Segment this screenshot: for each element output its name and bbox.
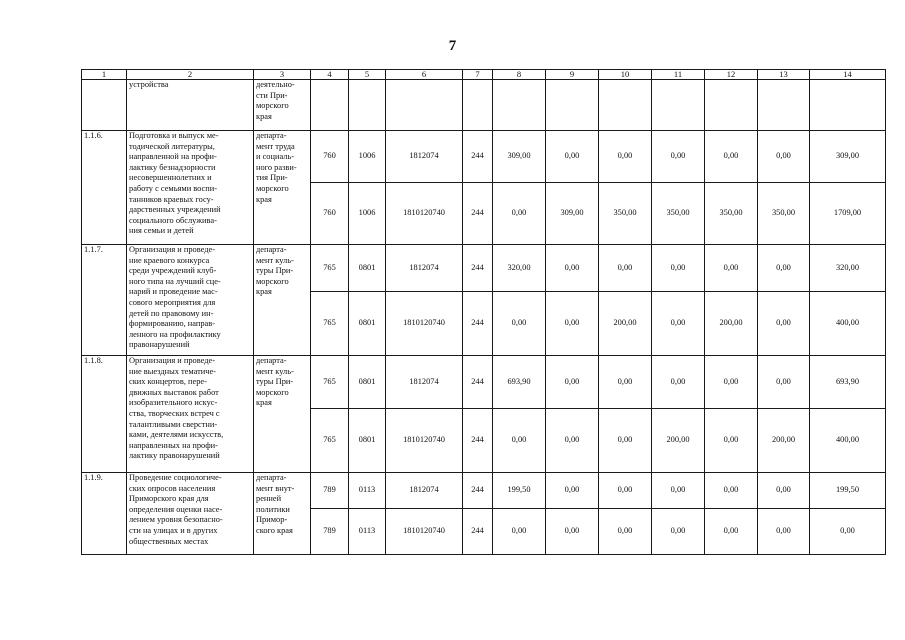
value-cell: 693,90 xyxy=(810,356,886,409)
value-cell: 1812074 xyxy=(386,245,463,292)
value-cell: 244 xyxy=(463,509,493,555)
value-cell: 309,00 xyxy=(546,183,599,245)
value-cell: 0801 xyxy=(349,292,386,356)
value-cell: 0,00 xyxy=(652,245,705,292)
activity-name-cell: Подготовка и выпуск ме- тодической литературы, направленной на профи- лактику безнадзорности несовершеннолетних и работу с семьями воспи- танников краевых госу- дарственных учреждений социального обслужива- ния семьи и детей xyxy=(127,131,254,245)
value-cell: 0,00 xyxy=(546,292,599,356)
value-cell: 0,00 xyxy=(546,131,599,183)
value-cell: 0113 xyxy=(349,509,386,555)
value-cell: 0,00 xyxy=(599,245,652,292)
value-cell: 0801 xyxy=(349,245,386,292)
empty-cell xyxy=(599,80,652,131)
value-cell: 0,00 xyxy=(705,356,758,409)
column-number-row xyxy=(82,70,886,80)
empty-cell xyxy=(386,80,463,131)
value-cell: 1709,00 xyxy=(810,183,886,245)
value-cell: 1810120740 xyxy=(386,509,463,555)
column-header: 10 xyxy=(599,70,652,80)
program-budget-table xyxy=(81,69,886,555)
continuation-row xyxy=(82,80,886,131)
value-cell: 765 xyxy=(311,245,349,292)
empty-cell xyxy=(546,80,599,131)
value-cell: 244 xyxy=(463,356,493,409)
value-cell: 400,00 xyxy=(810,292,886,356)
column-header: 9 xyxy=(546,70,599,80)
value-cell: 0,00 xyxy=(758,356,810,409)
value-cell: 0,00 xyxy=(652,131,705,183)
item-row xyxy=(82,245,886,292)
value-cell: 244 xyxy=(463,183,493,245)
value-cell: 309,00 xyxy=(493,131,546,183)
value-cell: 0,00 xyxy=(493,183,546,245)
value-cell: 0,00 xyxy=(546,245,599,292)
department-cell: департа- мент внут- ренней политики Примор- ского края xyxy=(254,473,311,555)
value-cell: 765 xyxy=(311,292,349,356)
department-cell: департа- мент куль- туры При- морского края xyxy=(254,356,311,473)
value-cell: 320,00 xyxy=(493,245,546,292)
column-header: 7 xyxy=(463,70,493,80)
value-cell: 1812074 xyxy=(386,356,463,409)
value-cell: 1006 xyxy=(349,131,386,183)
index-cell: 1.1.8. xyxy=(82,356,127,473)
value-cell: 0,00 xyxy=(493,409,546,473)
value-cell: 0,00 xyxy=(705,509,758,555)
value-cell: 320,00 xyxy=(810,245,886,292)
empty-cell xyxy=(705,80,758,131)
value-cell: 0,00 xyxy=(758,509,810,555)
value-cell: 0,00 xyxy=(705,409,758,473)
value-cell: 0,00 xyxy=(652,473,705,509)
value-cell: 0,00 xyxy=(705,131,758,183)
column-header: 14 xyxy=(810,70,886,80)
value-cell: 350,00 xyxy=(705,183,758,245)
value-cell: 0,00 xyxy=(705,245,758,292)
empty-cell xyxy=(652,80,705,131)
value-cell: 789 xyxy=(311,473,349,509)
value-cell: 0,00 xyxy=(599,473,652,509)
value-cell: 0,00 xyxy=(758,473,810,509)
value-cell: 0,00 xyxy=(652,292,705,356)
value-cell: 309,00 xyxy=(810,131,886,183)
value-cell: 0113 xyxy=(349,473,386,509)
value-cell: 760 xyxy=(311,131,349,183)
item-row xyxy=(82,131,886,183)
activity-name-cell: устройства xyxy=(127,80,254,131)
empty-cell xyxy=(463,80,493,131)
value-cell: 0801 xyxy=(349,409,386,473)
index-cell: 1.1.6. xyxy=(82,131,127,245)
column-header: 8 xyxy=(493,70,546,80)
value-cell: 0,00 xyxy=(652,509,705,555)
value-cell: 244 xyxy=(463,409,493,473)
column-header: 3 xyxy=(254,70,311,80)
column-header: 12 xyxy=(705,70,758,80)
empty-cell xyxy=(758,80,810,131)
column-header: 11 xyxy=(652,70,705,80)
value-cell: 0,00 xyxy=(810,509,886,555)
value-cell: 0,00 xyxy=(546,509,599,555)
empty-cell xyxy=(493,80,546,131)
value-cell: 1810120740 xyxy=(386,292,463,356)
value-cell: 200,00 xyxy=(758,409,810,473)
page-number: 7 xyxy=(448,38,457,54)
value-cell: 0,00 xyxy=(546,473,599,509)
value-cell: 400,00 xyxy=(810,409,886,473)
value-cell: 0,00 xyxy=(599,356,652,409)
value-cell: 350,00 xyxy=(758,183,810,245)
department-cell: департа- мент труда и социаль- ного разви- тия При- морского края xyxy=(254,131,311,245)
value-cell: 199,50 xyxy=(493,473,546,509)
value-cell: 789 xyxy=(311,509,349,555)
value-cell: 760 xyxy=(311,183,349,245)
column-header: 2 xyxy=(127,70,254,80)
value-cell: 1006 xyxy=(349,183,386,245)
value-cell: 244 xyxy=(463,473,493,509)
value-cell: 350,00 xyxy=(599,183,652,245)
column-header: 5 xyxy=(349,70,386,80)
column-header: 13 xyxy=(758,70,810,80)
value-cell: 0,00 xyxy=(705,473,758,509)
value-cell: 765 xyxy=(311,409,349,473)
value-cell: 765 xyxy=(311,356,349,409)
item-row xyxy=(82,473,886,509)
value-cell: 0801 xyxy=(349,356,386,409)
department-cell: деятельно- сти При- морского края xyxy=(254,80,311,131)
value-cell: 0,00 xyxy=(599,131,652,183)
value-cell: 693,90 xyxy=(493,356,546,409)
value-cell: 200,00 xyxy=(599,292,652,356)
value-cell: 0,00 xyxy=(599,509,652,555)
activity-name-cell: Организация и проведе- ние краевого конкурса среди учреждений клуб- ного типа на лучший сце- нарий и проведение мас- сового мероприятия для детей по правовому ин- формированию, направ- ленного на профилактику правонарушений xyxy=(127,245,254,356)
activity-name-cell: Организация и проведе- ние выездных тематиче- ских концертов, пере- движных выставок работ изобразительного искус- ства, творческих встреч с талантливыми сверстни- ками, деятелями искусств, направленных на профи- лактику правонарушений xyxy=(127,356,254,473)
value-cell: 1810120740 xyxy=(386,409,463,473)
index-cell: 1.1.7. xyxy=(82,245,127,356)
value-cell: 200,00 xyxy=(652,409,705,473)
value-cell: 244 xyxy=(463,131,493,183)
value-cell: 1812074 xyxy=(386,473,463,509)
value-cell: 0,00 xyxy=(758,131,810,183)
value-cell: 244 xyxy=(463,292,493,356)
column-header: 4 xyxy=(311,70,349,80)
value-cell: 244 xyxy=(463,245,493,292)
value-cell: 0,00 xyxy=(546,356,599,409)
value-cell: 350,00 xyxy=(652,183,705,245)
value-cell: 0,00 xyxy=(493,292,546,356)
value-cell: 199,50 xyxy=(810,473,886,509)
activity-name-cell: Проведение социологиче- ских опросов населения Приморского края для определения оценки насе- лением уровня безопасно- сти на улицах и в других общественных местах xyxy=(127,473,254,555)
department-cell: департа- мент куль- туры При- морского края xyxy=(254,245,311,356)
value-cell: 0,00 xyxy=(758,245,810,292)
value-cell: 0,00 xyxy=(599,409,652,473)
value-cell: 1812074 xyxy=(386,131,463,183)
value-cell: 0,00 xyxy=(546,409,599,473)
index-cell: 1.1.9. xyxy=(82,473,127,555)
value-cell: 200,00 xyxy=(705,292,758,356)
column-header: 1 xyxy=(82,70,127,80)
empty-cell xyxy=(810,80,886,131)
column-header: 6 xyxy=(386,70,463,80)
empty-cell xyxy=(311,80,349,131)
index-cell xyxy=(82,80,127,131)
value-cell: 0,00 xyxy=(758,292,810,356)
value-cell: 1810120740 xyxy=(386,183,463,245)
value-cell: 0,00 xyxy=(493,509,546,555)
value-cell: 0,00 xyxy=(652,356,705,409)
item-row xyxy=(82,356,886,409)
empty-cell xyxy=(349,80,386,131)
